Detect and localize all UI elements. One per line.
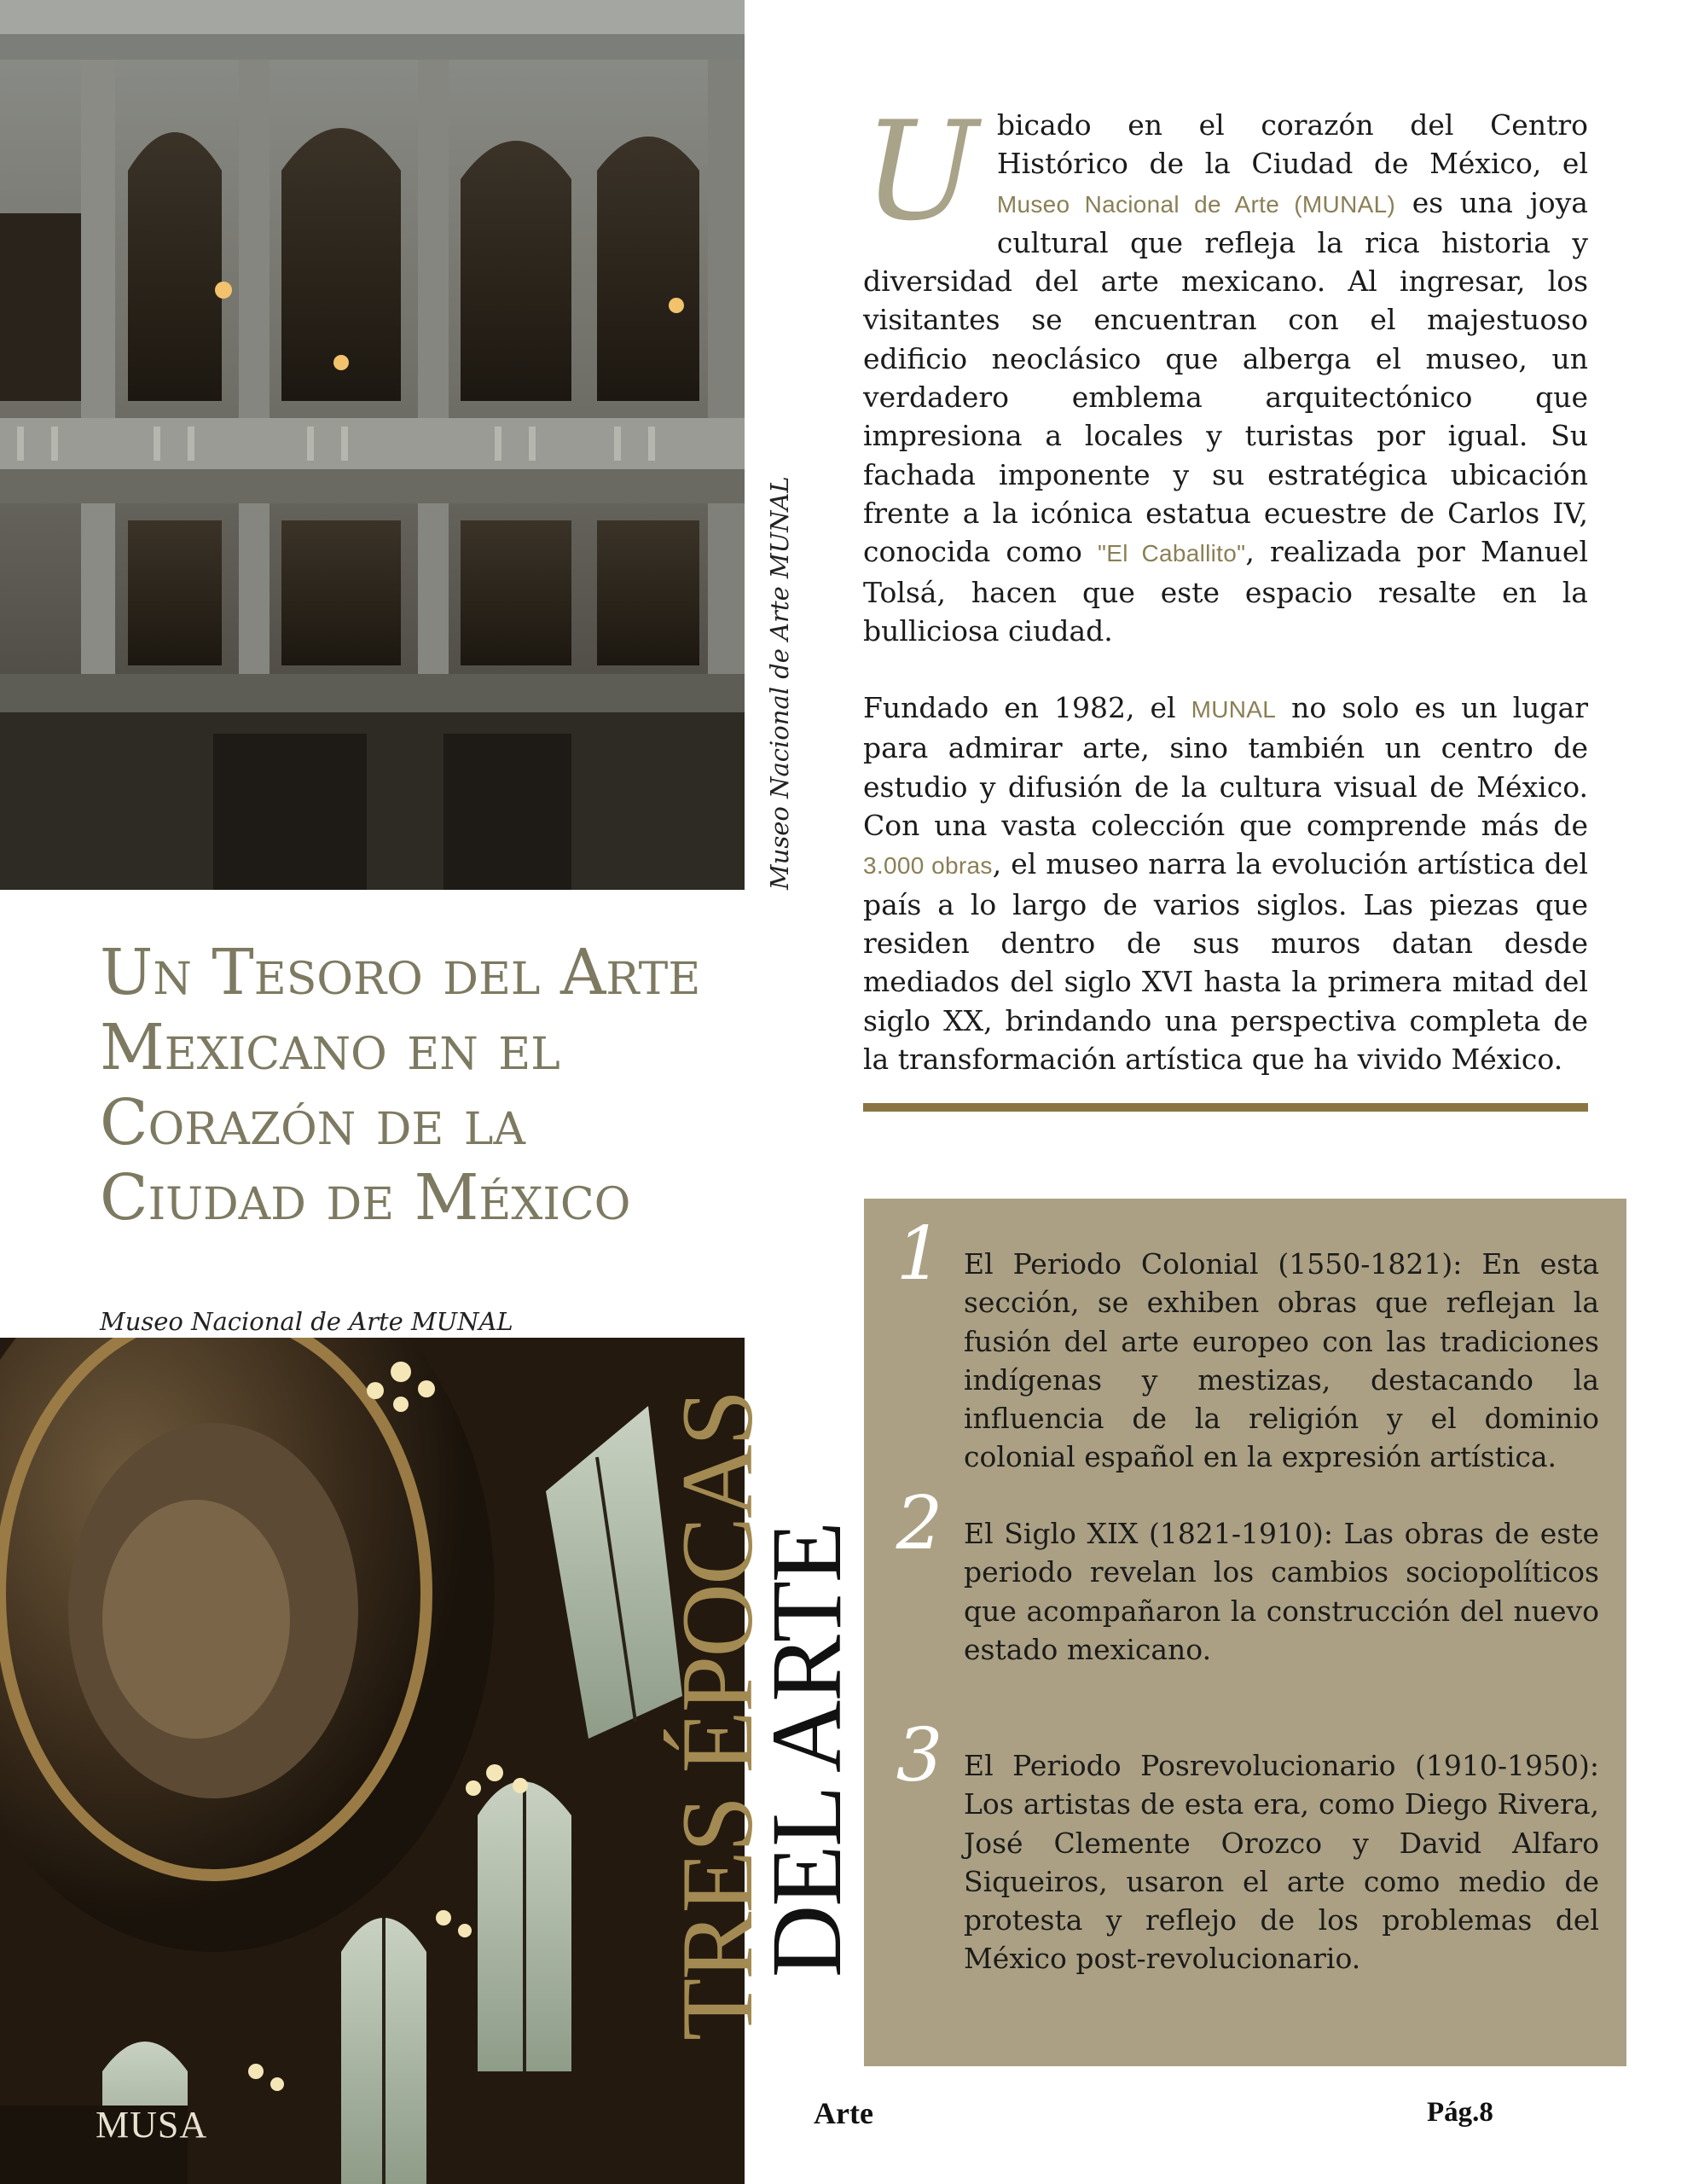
section-divider [863, 1103, 1588, 1112]
era-text: El Periodo Colonial (1550-1821): En esta sección, se exhiben obras que reflejan la fusión del arte europeo con las tradiciones indígenas y mestizas, destacando la influencia de la religión y el dominio colonial español en la expresión artística. [964, 1247, 1599, 1474]
article-paragraph-1: Ubicado en el corazón del Centro Histórico de la Ciudad de México, el Museo Nacional de Arte (MUNAL) es una joya cultural que refleja la rica historia y diversidad del arte mexicano. Al ingresar, los visitantes se encuentran con el majestuoso edificio neoclásico que alberga el museo, un verdadero emblema arquitectónico que impresiona a locales y turistas por igual. Su fachada imponente y su estratégica ubicación frente a la icónica estatua ecuestre de Carlos IV, conocida como "El Caballito", realizada por Manuel Tolsá, hacen que este espacio resalte en la bulliciosa ciudad. [863, 91, 1588, 648]
top-photo-caption: Museo Nacional de Arte MUNAL [765, 476, 794, 890]
era-text: El Periodo Posrevolucionario (1910-1950): Los artistas de esta era, como Diego Rivera, José Clemente Orozco y David Alfaro Siqueiros, usaron el arte como medio de protesta y reflejo de los problemas del México post-revolucionario. [964, 1749, 1599, 1976]
eras-box [864, 1199, 1626, 2066]
era-number: 2 [896, 1481, 943, 1566]
highlight-caballito: "El Caballito" [1098, 540, 1246, 567]
highlight-museum-name: Museo Nacional de Arte (MUNAL) [996, 190, 1396, 218]
footer-page-number: Pág.8 [1427, 2097, 1493, 2128]
article-paragraph-2: Fundado en 1982, el MUNAL no solo es un lugar para admirar arte, sino también un centro de estudio y difusión de la cultura visual de México. Con una vasta colección que comprende más de 3.000 obras, el museo narra la evolución artística del país a lo largo de varios siglos. Las piezas que residen dentro de sus muros datan desde mediados del siglo XVI hasta la primera mitad del siglo XX, brindando una perspectiva completa de la transformación artística que ha vivido México. [863, 691, 1588, 1076]
era-number: 1 [896, 1211, 943, 1297]
era-text: El Siglo XIX (1821-1910): Las obras de este periodo revelan los cambios sociopolíticos que acompañaron la construcción del nuevo estado mexicano. [964, 1517, 1599, 1666]
highlight-munal: MUNAL [1191, 696, 1277, 723]
side-title-line1: TRES ÉPOCAS [660, 1391, 774, 2041]
magazine-logo: MUSA [96, 2104, 208, 2146]
side-title-line2: DEL ARTE [751, 1523, 862, 1978]
article-title: Un Tesoro del Arte Mexicano en el Corazón de la Ciudad de México [100, 936, 701, 1234]
bottom-photo-caption: Museo Nacional de Arte MUNAL [100, 1307, 513, 1336]
highlight-obras: 3.000 obras [863, 852, 993, 880]
drop-cap: U [863, 91, 978, 251]
era-number: 3 [896, 1713, 943, 1798]
museum-ceiling-photo [0, 1338, 745, 2184]
footer-section: Arte [814, 2096, 873, 2130]
museum-atrium-photo [0, 0, 745, 890]
article-body [863, 91, 1588, 1078]
